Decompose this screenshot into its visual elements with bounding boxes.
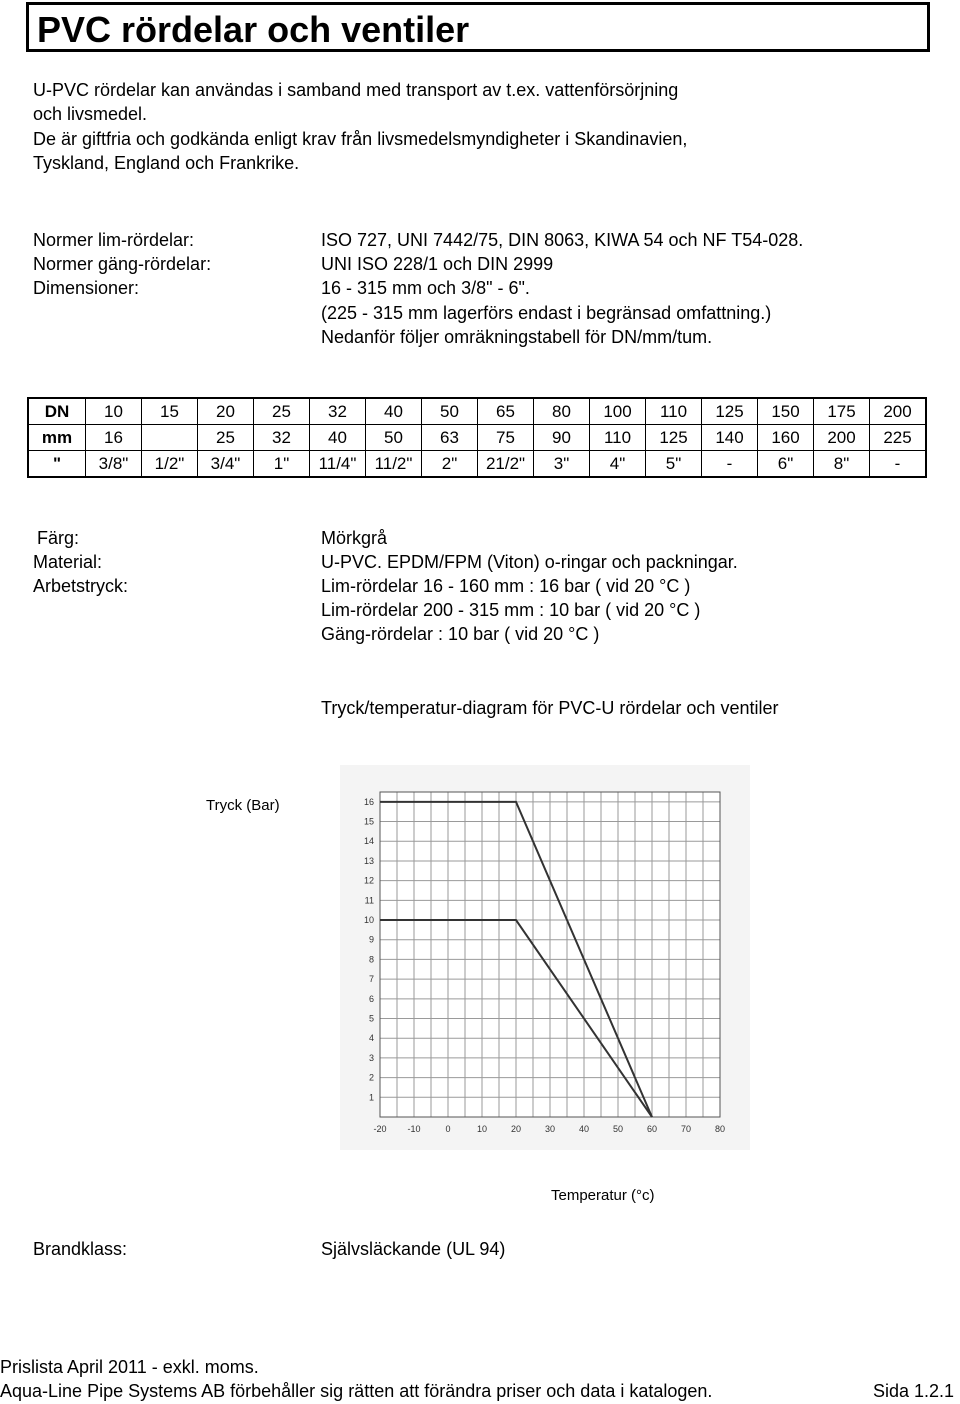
title-box (26, 2, 930, 52)
table-cell: 11/4" (310, 451, 366, 478)
table-cell: 4" (590, 451, 646, 478)
table-cell: 90 (534, 425, 590, 451)
x-tick-label: -20 (373, 1124, 387, 1134)
table-cell: 1/2" (142, 451, 198, 478)
table-cell: 150 (758, 398, 814, 425)
row-header-cell: mm (28, 425, 86, 451)
x-tick-label: 70 (680, 1124, 692, 1134)
x-tick-label: 30 (544, 1124, 556, 1134)
fire-class-label: Brandklass: (33, 1239, 128, 1259)
norm-gang-value: UNI ISO 228/1 och DIN 2999 (321, 254, 554, 274)
material-label: Material: (33, 552, 103, 572)
table-cell: 8" (814, 451, 870, 478)
table-cell: 200 (870, 398, 927, 425)
x-tick-label: 0 (445, 1124, 451, 1134)
table-cell: 15 (142, 398, 198, 425)
table-cell: 25 (254, 398, 310, 425)
x-tick-label: 60 (646, 1124, 658, 1134)
y-tick-label: 1 (368, 1092, 374, 1103)
norm-lim-label: Normer lim-rördelar: (33, 230, 195, 250)
table-cell: 25 (198, 425, 254, 451)
dimension-value: 16 - 315 mm och 3/8" - 6". (321, 278, 530, 298)
y-tick-label: 4 (368, 1033, 374, 1044)
fire-class-value: Självsläckande (UL 94) (321, 1239, 506, 1259)
table-cell: 63 (422, 425, 478, 451)
table-cell: 10 (86, 398, 142, 425)
y-tick-label: 6 (368, 993, 374, 1004)
table-cell: 140 (702, 425, 758, 451)
table-cell: 3/4" (198, 451, 254, 478)
table-cell: 110 (590, 425, 646, 451)
x-tick-label: 40 (578, 1124, 590, 1134)
table-cell: 125 (646, 425, 702, 451)
page-title: PVC rördelar och ventiler (37, 9, 470, 50)
intro-line-4: Tyskland, England och Frankrike. (33, 153, 300, 173)
table-cell: 100 (590, 398, 646, 425)
y-tick-label: 10 (363, 915, 374, 926)
table-cell: 40 (366, 398, 422, 425)
x-tick-label: 50 (612, 1124, 624, 1134)
table-cell: 160 (758, 425, 814, 451)
color-value: Mörkgrå (321, 528, 388, 548)
x-tick-label: 80 (714, 1124, 726, 1134)
table-cell: 125 (702, 398, 758, 425)
chart-x-label: Temperatur (°c) (551, 1187, 655, 1204)
table-cell: 110 (646, 398, 702, 425)
y-tick-label: 7 (368, 974, 374, 985)
dimension-note-1: (225 - 315 mm lagerförs endast i begränsad omfattning.) (321, 303, 772, 323)
y-tick-label: 8 (368, 954, 374, 965)
table-cell: - (702, 451, 758, 478)
table-cell: 32 (254, 425, 310, 451)
table-cell: 3/8" (86, 451, 142, 478)
table-cell: 3" (534, 451, 590, 478)
pressure-value-3: Gäng-rördelar : 10 bar ( vid 20 °C ) (321, 624, 600, 644)
pressure-label: Arbetstryck: (33, 576, 129, 596)
table-cell: 175 (814, 398, 870, 425)
y-tick-label: 5 (368, 1013, 374, 1024)
table-cell: 80 (534, 398, 590, 425)
table-cell: 225 (870, 425, 927, 451)
table-cell: 21/2" (478, 451, 534, 478)
x-tick-label: 20 (510, 1124, 522, 1134)
intro-line-2: och livsmedel. (33, 104, 148, 124)
footer-page-number: Sida 1.2.1 (873, 1381, 955, 1401)
table-cell: 40 (310, 425, 366, 451)
table-cell: 200 (814, 425, 870, 451)
intro-line-3: De är giftfria och godkända enligt krav från livsmedelsmyndigheter i Skandinavien, (33, 129, 688, 149)
chart-heading: Tryck/temperatur-diagram för PVC-U rördelar och ventiler (321, 698, 779, 718)
table-cell: 32 (310, 398, 366, 425)
table-cell: 11/2" (366, 451, 422, 478)
table-cell: 50 (422, 398, 478, 425)
y-tick-label: 14 (363, 836, 374, 847)
norm-lim-value: ISO 727, UNI 7442/75, DIN 8063, KIWA 54 och NF T54-028. (321, 230, 804, 250)
table-cell: 75 (478, 425, 534, 451)
intro-line-1: U-PVC rördelar kan användas i samband med transport av t.ex. vattenförsörjning (33, 80, 679, 100)
table-cell: 2" (422, 451, 478, 478)
mm-row (28, 425, 926, 451)
table-cell: 1" (254, 451, 310, 478)
dimension-note-2: Nedanför följer omräkningstabell för DN/mm/tum. (321, 327, 713, 347)
footer-disclaimer: Aqua-Line Pipe Systems AB förbehåller sig rätten att förändra priser och data i katalogen. (0, 1381, 713, 1401)
material-value: U-PVC. EPDM/FPM (Viton) o-ringar och packningar. (321, 552, 738, 572)
x-tick-label: -10 (407, 1124, 421, 1134)
x-tick-label: 10 (476, 1124, 488, 1134)
pressure-value-1: Lim-rördelar 16 - 160 mm : 16 bar ( vid 20 °C ) (321, 576, 691, 596)
y-tick-label: 15 (363, 816, 374, 827)
y-tick-label: 3 (368, 1052, 374, 1063)
chart-y-label: Tryck (Bar) (206, 797, 280, 814)
y-tick-label: 12 (363, 875, 374, 886)
table-cell: 6" (758, 451, 814, 478)
y-tick-label: 2 (368, 1072, 374, 1083)
table-cell (142, 425, 198, 451)
table-cell: - (870, 451, 927, 478)
conversion-table (27, 397, 927, 478)
table-cell: 65 (478, 398, 534, 425)
y-tick-label: 9 (368, 934, 374, 945)
row-header-cell: " (28, 451, 86, 478)
table-cell: 20 (198, 398, 254, 425)
row-header-cell: DN (28, 398, 86, 425)
chart-svg (340, 765, 750, 1150)
norm-gang-label: Normer gäng-rördelar: (33, 254, 212, 274)
y-tick-label: 11 (364, 895, 374, 906)
y-tick-label: 16 (363, 796, 374, 807)
pressure-temperature-chart (340, 765, 750, 1150)
footer-price-list: Prislista April 2011 - exkl. moms. (0, 1357, 259, 1377)
inch-row (28, 451, 926, 478)
dn-row (28, 398, 926, 425)
color-label: Färg: (37, 528, 80, 548)
dimension-label: Dimensioner: (33, 278, 140, 298)
table-cell: 5" (646, 451, 702, 478)
table-cell: 50 (366, 425, 422, 451)
table-cell: 16 (86, 425, 142, 451)
y-tick-label: 13 (363, 855, 374, 866)
pressure-value-2: Lim-rördelar 200 - 315 mm : 10 bar ( vid 20 °C ) (321, 600, 701, 620)
